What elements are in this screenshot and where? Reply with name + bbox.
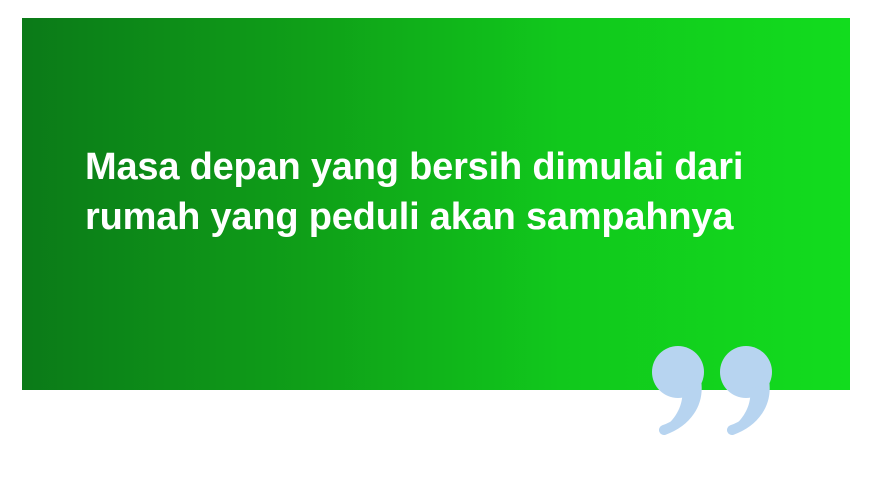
closing-quote-icon bbox=[648, 344, 778, 436]
quote-text: Masa depan yang bersih dimulai dari rumah yang peduli akan sampahnya bbox=[85, 146, 744, 238]
